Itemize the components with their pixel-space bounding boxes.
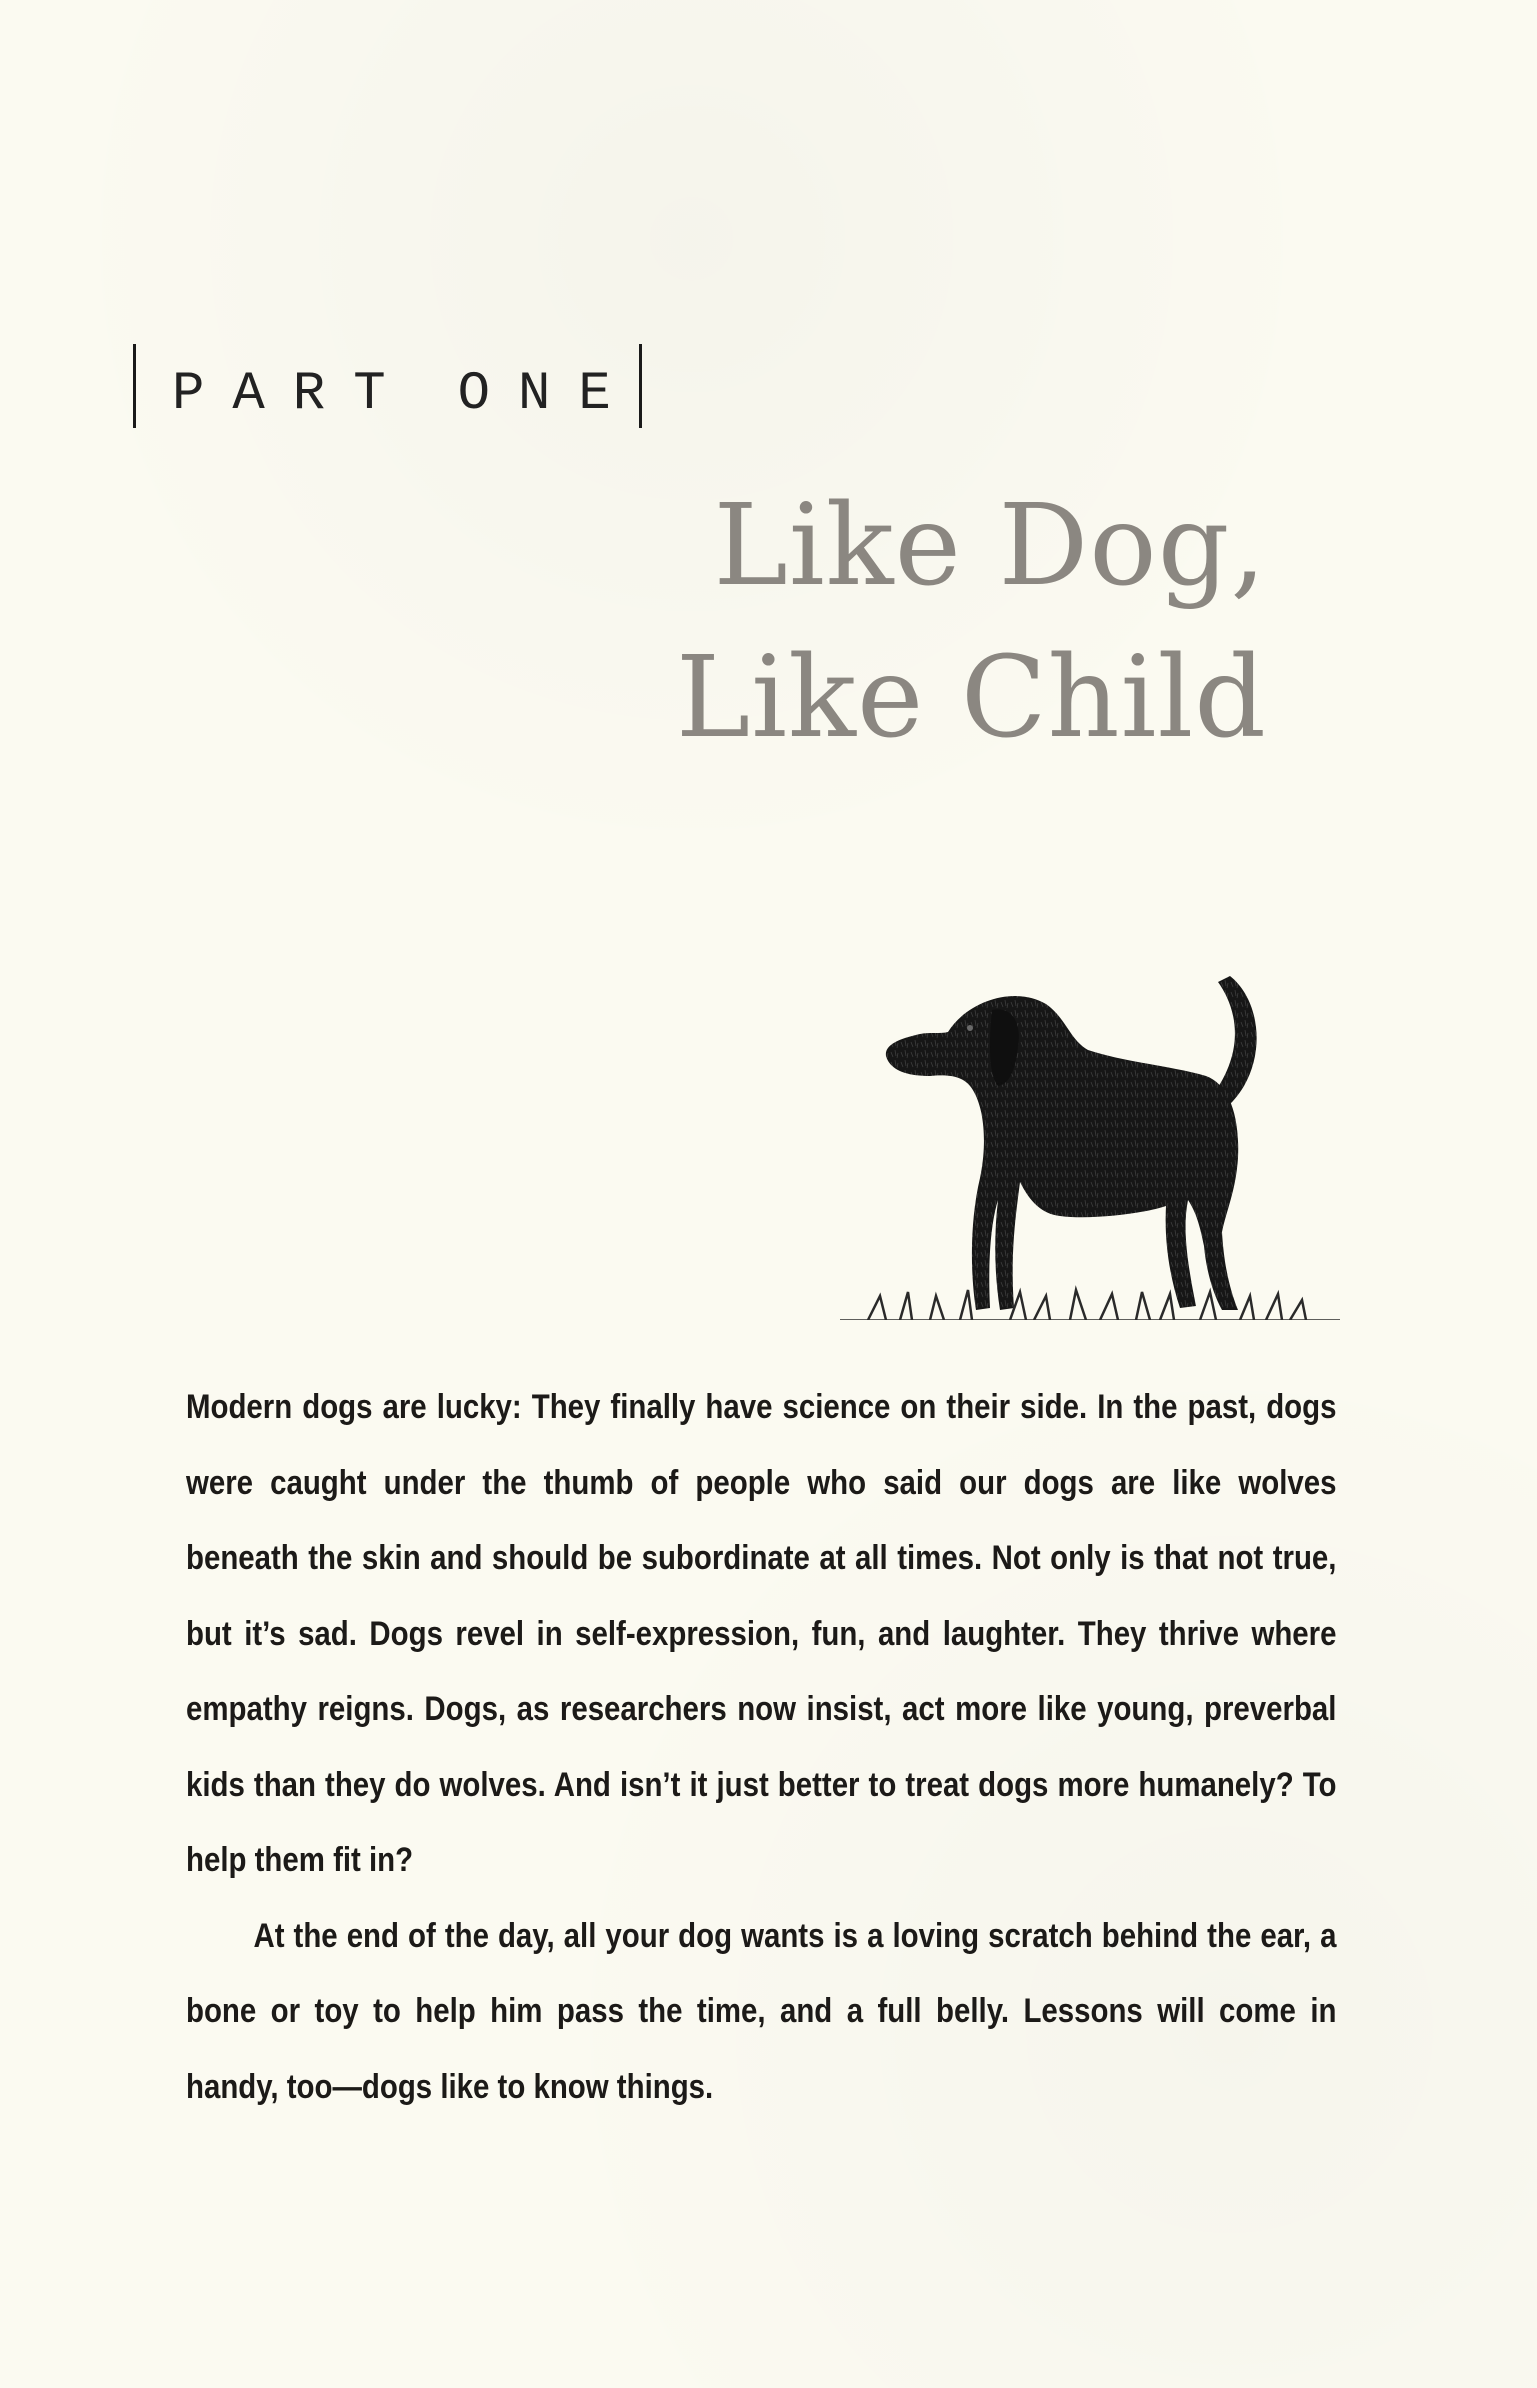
part-label-text: [136, 364, 639, 425]
body-text: [186, 1370, 1337, 2125]
chapter-title: [676, 470, 1267, 774]
part-label-word-part: PART: [172, 364, 414, 425]
part-label: [133, 344, 642, 428]
paragraph-1: Modern dogs are lucky: They finally have science on their side. In the past, dogs were caught under the thumb of people who said our dogs are like wolves beneath the skin and should be subordinate at all times. Not only is that not true, but it’s sad. Dogs revel in self-expression, fun, and laughter. They thrive where empathy reigns. Dogs, as researchers now insist, act more like young, preverbal kids than they do wolves. And isn’t it just better to treat dogs more humanely? To help them fit in?: [186, 1388, 1337, 1879]
part-label-right-rule: [639, 344, 642, 428]
paragraph-2: At the end of the day, all your dog wants is a loving scratch behind the ear, a bone or toy to help him pass the time, and a full belly. Lessons will come in handy, too—dogs like to know things.: [186, 1916, 1337, 2106]
chapter-title-line-2: Like Child: [675, 633, 1267, 763]
part-label-word-one: ONE: [457, 364, 639, 425]
dog-standing-in-grass-icon: [820, 900, 1380, 1320]
chapter-title-line-1: Like Dog,: [713, 481, 1267, 611]
